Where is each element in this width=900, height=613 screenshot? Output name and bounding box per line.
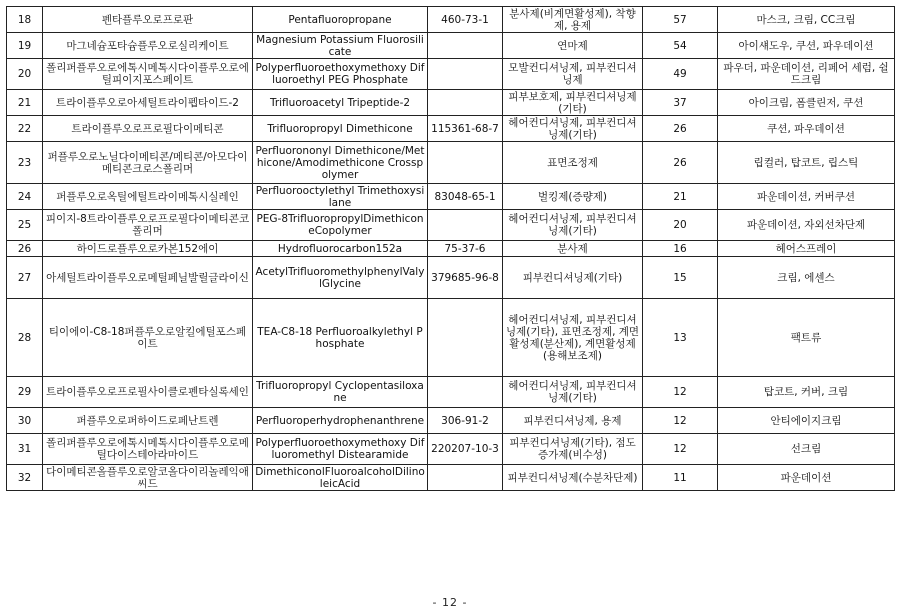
cas-number-cell <box>428 210 503 241</box>
english-name-cell: PEG-8TrifluoropropylDimethiconeCopolymer <box>253 210 428 241</box>
cas-number-cell <box>428 299 503 377</box>
korean-name-cell: 마그네슘포타슘플루오로실리케이트 <box>43 33 253 59</box>
product-count-cell: 12 <box>643 377 718 408</box>
product-count-cell: 11 <box>643 465 718 491</box>
korean-name-cell: 트라이플루오로프로필사이클로펜타실록세인 <box>43 377 253 408</box>
row-number-cell: 22 <box>7 116 43 142</box>
korean-name-cell: 폴리퍼플루오로에톡시메톡시다이플루오로메틸다이스테아라마이드 <box>43 434 253 465</box>
cas-number-cell <box>428 90 503 116</box>
cas-number-cell <box>428 142 503 184</box>
usage-cell: 피부컨디셔닝제(기타), 점도증가제(비수성) <box>503 434 643 465</box>
product-types-cell: 파운데이션 <box>718 465 895 491</box>
table-row <box>7 90 895 116</box>
product-count-cell: 21 <box>643 184 718 210</box>
row-number-cell: 18 <box>7 7 43 33</box>
product-count-cell: 26 <box>643 116 718 142</box>
product-types-cell: 파우더, 파운데이션, 리페어 세럼, 쉴드크림 <box>718 59 895 90</box>
usage-cell: 헤어컨디셔닝제, 피부컨디셔닝제(기타) <box>503 116 643 142</box>
product-types-cell: 크림, 에센스 <box>718 257 895 299</box>
product-count-cell: 49 <box>643 59 718 90</box>
table-row <box>7 184 895 210</box>
product-count-cell: 16 <box>643 241 718 257</box>
usage-cell: 헤어컨디셔닝제, 피부컨디셔닝제(기타) <box>503 377 643 408</box>
usage-cell: 연마제 <box>503 33 643 59</box>
usage-cell: 헤어컨디셔닝제, 피부컨디셔닝제(기타) <box>503 210 643 241</box>
cas-number-cell: 306-91-2 <box>428 408 503 434</box>
usage-cell: 분사제(비계면활성제), 착향제, 용제 <box>503 7 643 33</box>
row-number-cell: 23 <box>7 142 43 184</box>
table-row <box>7 142 895 184</box>
english-name-cell: Magnesium Potassium Fluorosilicate <box>253 33 428 59</box>
product-types-cell: 파운데이션, 자외선차단제 <box>718 210 895 241</box>
row-number-cell: 20 <box>7 59 43 90</box>
korean-name-cell: 아세틸트라이플루오로메틸페닐발릴글라이신 <box>43 257 253 299</box>
korean-name-cell: 피이지-8트라이플루오로프로필다이메티콘코폴리머 <box>43 210 253 241</box>
usage-cell: 피부보호제, 피부컨디셔닝제(기타) <box>503 90 643 116</box>
korean-name-cell: 펜타플루오로프로판 <box>43 7 253 33</box>
product-types-cell: 팩트류 <box>718 299 895 377</box>
product-types-cell: 아이크림, 폼클린저, 쿠션 <box>718 90 895 116</box>
usage-cell: 분사제 <box>503 241 643 257</box>
table-row <box>7 116 895 142</box>
product-count-cell: 13 <box>643 299 718 377</box>
english-name-cell: DimethiconolFluoroalcoholDilinoleicAcid <box>253 465 428 491</box>
english-name-cell: Perfluoroperhydrophenanthrene <box>253 408 428 434</box>
usage-cell: 피부컨디셔닝제(기타) <box>503 257 643 299</box>
row-number-cell: 31 <box>7 434 43 465</box>
table-row <box>7 465 895 491</box>
product-types-cell: 탑코트, 커버, 크림 <box>718 377 895 408</box>
english-name-cell: Trifluoropropyl Cyclopentasiloxane <box>253 377 428 408</box>
korean-name-cell: 하이드로플루오로카본152에이 <box>43 241 253 257</box>
korean-name-cell: 퍼플루오로옥틸에틸트라이메톡시실레인 <box>43 184 253 210</box>
product-types-cell: 선크림 <box>718 434 895 465</box>
product-types-cell: 안티에이지크림 <box>718 408 895 434</box>
product-count-cell: 57 <box>643 7 718 33</box>
english-name-cell: Polyperfluoroethoxymethoxy Difluoroethyl PEG Phosphate <box>253 59 428 90</box>
cas-number-cell <box>428 33 503 59</box>
cas-number-cell <box>428 377 503 408</box>
english-name-cell: Trifluoroacetyl Tripeptide-2 <box>253 90 428 116</box>
row-number-cell: 25 <box>7 210 43 241</box>
row-number-cell: 27 <box>7 257 43 299</box>
cas-number-cell: 220207-10-3 <box>428 434 503 465</box>
cas-number-cell: 379685-96-8 <box>428 257 503 299</box>
product-count-cell: 54 <box>643 33 718 59</box>
korean-name-cell: 폴리퍼플루오로에톡시메톡시다이플루오로에틸피이지포스페이트 <box>43 59 253 90</box>
korean-name-cell: 트라이플루오로아세틸트라이펩타이드-2 <box>43 90 253 116</box>
usage-cell: 피부컨디셔닝제(수분차단제) <box>503 465 643 491</box>
korean-name-cell: 다이메티콘올플루오로알코올다이리놀레익애씨드 <box>43 465 253 491</box>
korean-name-cell: 퍼플루오로퍼하이드로페난트렌 <box>43 408 253 434</box>
cas-number-cell <box>428 59 503 90</box>
table-row <box>7 33 895 59</box>
product-count-cell: 20 <box>643 210 718 241</box>
table-row <box>7 241 895 257</box>
product-types-cell: 립컬러, 탑코트, 립스틱 <box>718 142 895 184</box>
cas-number-cell: 83048-65-1 <box>428 184 503 210</box>
english-name-cell: Hydrofluorocarbon152a <box>253 241 428 257</box>
table-row <box>7 210 895 241</box>
english-name-cell: Perfluorononyl Dimethicone/Methicone/Amodimethicone Crosspolymer <box>253 142 428 184</box>
product-count-cell: 12 <box>643 434 718 465</box>
english-name-cell: TEA-C8-18 Perfluoroalkylethyl Phosphate <box>253 299 428 377</box>
cas-number-cell: 115361-68-7 <box>428 116 503 142</box>
product-count-cell: 37 <box>643 90 718 116</box>
product-types-cell: 파운데이션, 커버쿠션 <box>718 184 895 210</box>
korean-name-cell: 트라이플루오로프로필다이메티콘 <box>43 116 253 142</box>
product-types-cell: 헤어스프레이 <box>718 241 895 257</box>
row-number-cell: 24 <box>7 184 43 210</box>
english-name-cell: Trifluoropropyl Dimethicone <box>253 116 428 142</box>
usage-cell: 헤어컨디셔닝제, 피부컨디셔닝제(기타), 표면조정제, 계면활성제(분산제), 계면활성제(용해보조제) <box>503 299 643 377</box>
korean-name-cell: 퍼플루오로노닐다이메티콘/메티콘/아모다이메티콘크로스폴리머 <box>43 142 253 184</box>
row-number-cell: 28 <box>7 299 43 377</box>
row-number-cell: 32 <box>7 465 43 491</box>
table-row <box>7 257 895 299</box>
table-row <box>7 299 895 377</box>
product-count-cell: 15 <box>643 257 718 299</box>
row-number-cell: 30 <box>7 408 43 434</box>
english-name-cell: Polyperfluoroethoxymethoxy Difluoromethyl Distearamide <box>253 434 428 465</box>
table-body <box>7 7 895 491</box>
cas-number-cell: 460-73-1 <box>428 7 503 33</box>
product-types-cell: 쿠션, 파우데이션 <box>718 116 895 142</box>
english-name-cell: Pentafluoropropane <box>253 7 428 33</box>
cas-number-cell: 75-37-6 <box>428 241 503 257</box>
ingredient-table <box>6 6 895 491</box>
row-number-cell: 26 <box>7 241 43 257</box>
table-row <box>7 434 895 465</box>
product-types-cell: 마스크, 크림, CC크림 <box>718 7 895 33</box>
usage-cell: 모발컨디셔닝제, 피부컨디셔닝제 <box>503 59 643 90</box>
korean-name-cell: 티이에이-C8-18퍼플루오로알킬에틸포스페이트 <box>43 299 253 377</box>
product-count-cell: 26 <box>643 142 718 184</box>
product-count-cell: 12 <box>643 408 718 434</box>
table-row <box>7 377 895 408</box>
usage-cell: 피부컨디셔닝제, 용제 <box>503 408 643 434</box>
row-number-cell: 19 <box>7 33 43 59</box>
cas-number-cell <box>428 465 503 491</box>
table-row <box>7 7 895 33</box>
table-row <box>7 408 895 434</box>
row-number-cell: 21 <box>7 90 43 116</box>
product-types-cell: 아이섀도우, 쿠션, 파우데이션 <box>718 33 895 59</box>
usage-cell: 벌킹제(증량제) <box>503 184 643 210</box>
page-number: - 12 - <box>432 596 468 609</box>
table-row <box>7 59 895 90</box>
row-number-cell: 29 <box>7 377 43 408</box>
english-name-cell: Perfluorooctylethyl Trimethoxysilane <box>253 184 428 210</box>
usage-cell: 표면조정제 <box>503 142 643 184</box>
english-name-cell: AcetylTrifluoromethylphenylValylGlycine <box>253 257 428 299</box>
